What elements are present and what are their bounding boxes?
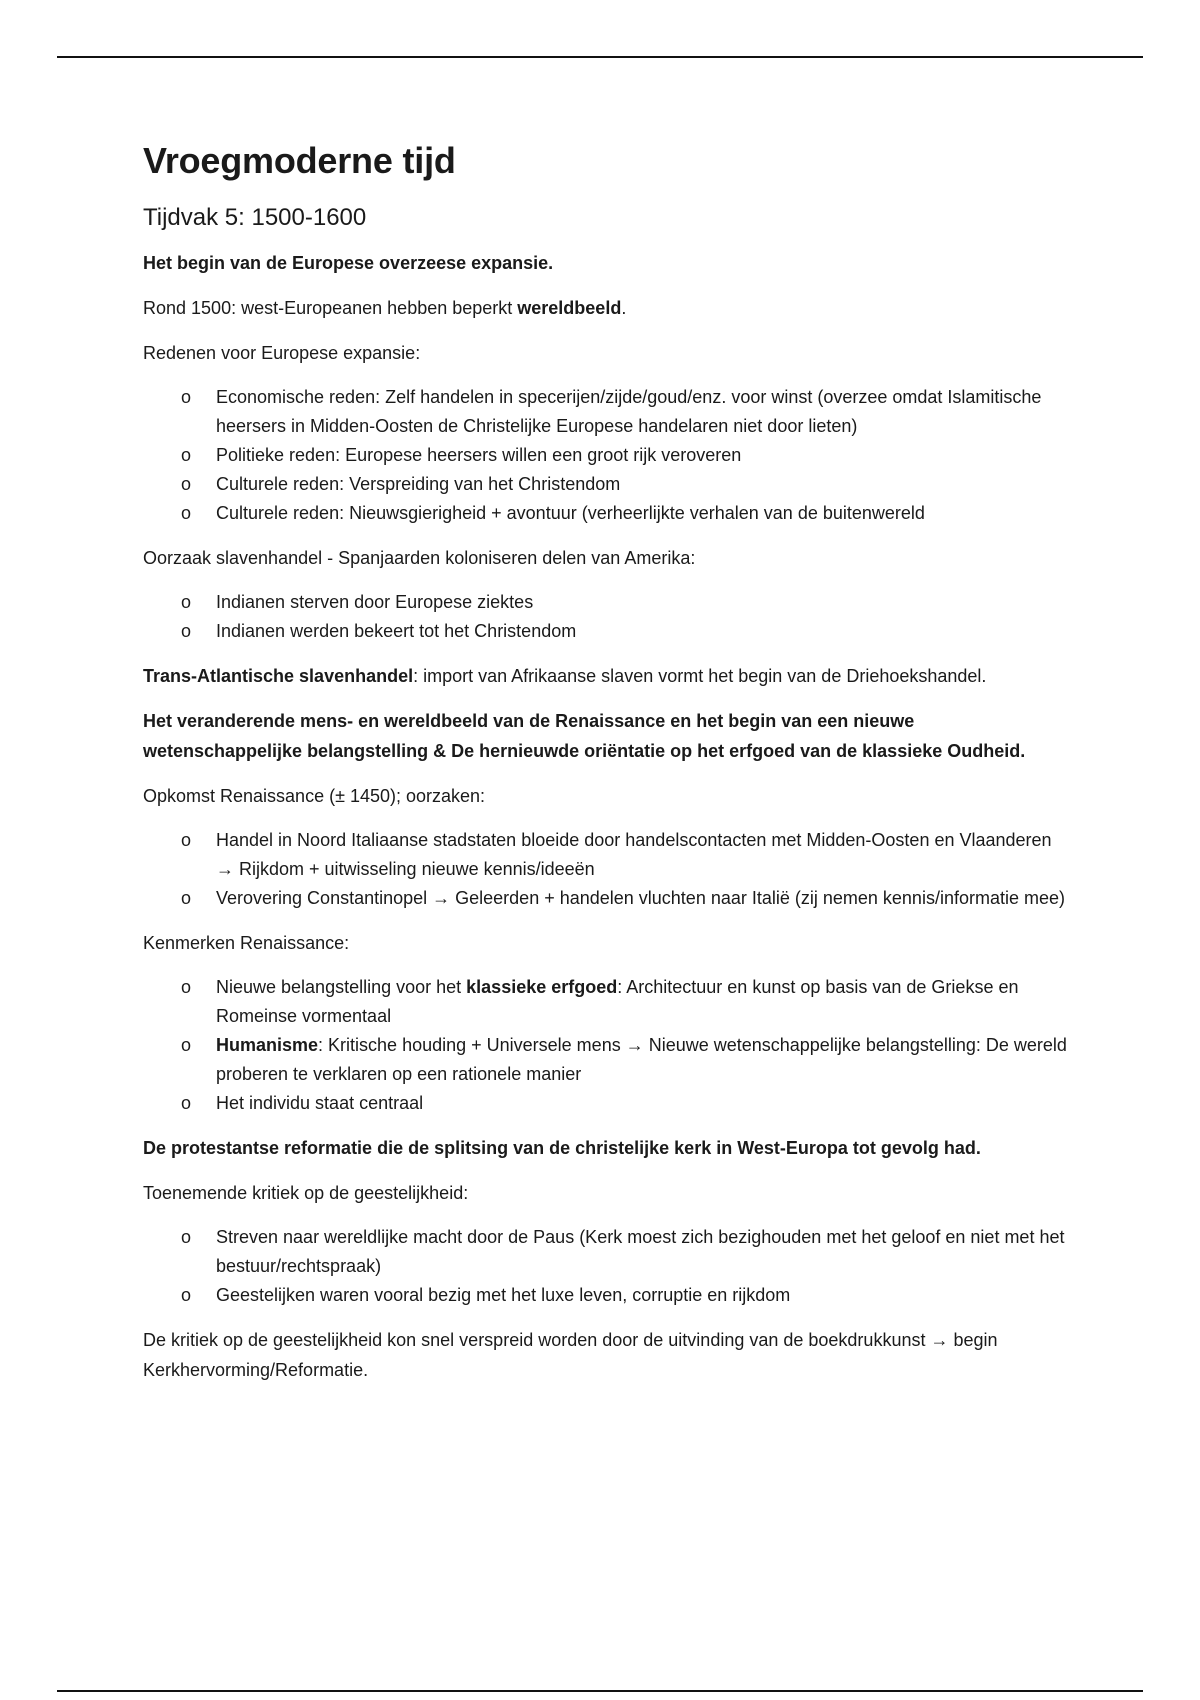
- paragraph-text: Rond 1500: west-Europeanen hebben beperkt: [143, 298, 518, 318]
- page-subtitle: Tijdvak 5: 1500-1600: [143, 204, 367, 231]
- paragraph: Oorzaak slavenhandel - Spanjaarden koloniseren delen van Amerika:: [143, 548, 696, 568]
- list-item: o Economische reden: Zelf handelen in specerijen/zijde/goud/enz. voor winst (overzee omdat Islamitische heersers in Midden-Oosten de Christelijke Europese handelaren niet door lieten): [143, 383, 1073, 441]
- paragraph: De kritiek op de geestelijkheid kon snel verspreid worden door de uitvinding van de boekdrukkunst → begin Kerkhervorming/Reformatie.: [143, 1330, 998, 1380]
- list-item: o Politieke reden: Europese heersers willen een groot rijk veroveren: [143, 441, 1073, 470]
- renaissance-features-list: [143, 973, 1073, 1118]
- list-item: o Indianen sterven door Europese ziektes: [143, 588, 1073, 617]
- list-item: o Handel in Noord Italiaanse stadstaten bloeide door handelscontacten met Midden-Oosten en Vlaanderen → Rijkdom + uitwisseling nieuwe kennis/ideeën: [143, 826, 1073, 884]
- list-item: [143, 1031, 1073, 1089]
- section-heading-expansion: Het begin van de Europese overzeese expansie.: [143, 253, 554, 273]
- bold-term: Trans-Atlantische slavenhandel: [143, 666, 414, 686]
- item-text: Nieuwe belangstelling voor het: [216, 977, 467, 997]
- paragraph: Kenmerken Renaissance:: [143, 933, 350, 953]
- footer-rule: [57, 1690, 1143, 1692]
- page-title: Vroegmoderne tijd: [143, 140, 456, 181]
- paragraph: [143, 661, 1073, 691]
- causes-list: [143, 588, 1073, 646]
- item-text: : Architectuur en kunst op basis van de Griekse en Romeinse vormentaal: [216, 977, 1019, 1026]
- bold-term: wereldbeeld: [517, 298, 622, 318]
- list-item: o Het individu staat centraal: [143, 1089, 1073, 1118]
- item-text: : Kritische houding + Universele mens → Nieuwe wetenschappelijke belangstelling: De wereld proberen te verklaren op een rationele manier: [216, 1035, 1067, 1084]
- header-rule: [57, 56, 1143, 58]
- paragraph: Redenen voor Europese expansie:: [143, 343, 421, 363]
- paragraph-text: : import van Afrikaanse slaven vormt het begin van de Driehoekshandel.: [413, 666, 987, 686]
- section-heading-reformation: De protestantse reformatie die de splitsing van de christelijke kerk in West-Europa tot gevolg had.: [143, 1138, 981, 1158]
- document-body: [143, 140, 1073, 1400]
- list-item: o Culturele reden: Verspreiding van het Christendom: [143, 470, 1073, 499]
- list-item: o Geestelijken waren vooral bezig met het luxe leven, corruptie en rijkdom: [143, 1281, 1073, 1310]
- criticism-list: [143, 1223, 1073, 1310]
- section-heading-renaissance: Het veranderende mens- en wereldbeeld van de Renaissance en het begin van een nieuwe wetenschappelijke belangstelling & De hernieuwde oriëntatie op het erfgoed van de klassieke Oudheid.: [143, 711, 1026, 761]
- renaissance-causes-list: [143, 826, 1073, 913]
- paragraph-text: .: [621, 298, 627, 318]
- list-item: [143, 973, 1073, 1031]
- list-item: o Verovering Constantinopel → Geleerden + handelen vluchten naar Italië (zij nemen kennis/informatie mee): [143, 884, 1073, 913]
- paragraph: Opkomst Renaissance (± 1450); oorzaken:: [143, 786, 486, 806]
- paragraph: [143, 293, 1073, 323]
- list-item: o Streven naar wereldlijke macht door de Paus (Kerk moest zich bezighouden met het geloof en niet met het bestuur/rechtspraak): [143, 1223, 1073, 1281]
- bold-term: klassieke erfgoed: [466, 977, 618, 997]
- list-item: o Indianen werden bekeert tot het Christendom: [143, 617, 1073, 646]
- reasons-list: [143, 383, 1073, 528]
- bold-term: Humanisme: [216, 1035, 319, 1055]
- paragraph: Toenemende kritiek op de geestelijkheid:: [143, 1183, 469, 1203]
- list-item: o Culturele reden: Nieuwsgierigheid + avontuur (verheerlijkte verhalen van de buitenwereld: [143, 499, 1073, 528]
